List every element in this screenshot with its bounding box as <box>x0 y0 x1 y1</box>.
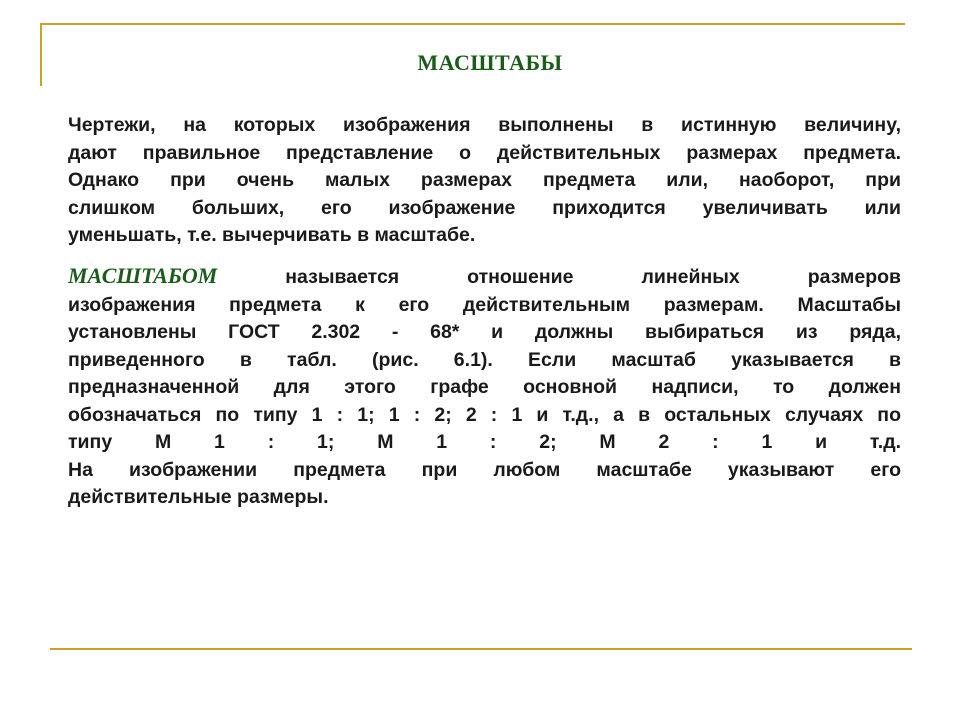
intro-line: Однако при очень малых размерах предмета или, наоборот, при <box>68 169 901 191</box>
definition-line: типу М 1 : 1; М 1 : 2; М 2 : 1 и т.д. <box>68 431 901 453</box>
slide-title: МАСШТАБЫ <box>417 50 563 75</box>
intro-line: уменьшать, т.е. вычерчивать в масштабе. <box>68 224 476 246</box>
definition-line: предназначенной для этого графе основной надписи, то должен <box>68 376 901 398</box>
intro-line: слишком больших, его изображение приходится увеличивать или <box>68 196 901 219</box>
definition-line: изображения предмета к его действительным размерам. Масштабы <box>68 293 901 316</box>
definition-line: установлены ГОСТ 2.302 - 68* и должны выбираться из ряда, <box>68 321 901 343</box>
definition-term: МАСШТАБОМ <box>68 263 218 288</box>
frame-bottom-rule <box>50 648 912 650</box>
definition-line: приведенного в табл. (рис. 6.1). Если масштаб указывается в <box>68 348 901 371</box>
definition-first-line-text: называется отношение линейных размеров <box>285 266 902 288</box>
definition-line: действительные размеры. <box>68 486 329 508</box>
intro-paragraph <box>68 112 901 250</box>
intro-line: дают правильное представление о действительных размерах предмета. <box>68 141 901 164</box>
frame-top-rule <box>40 23 905 25</box>
definition-paragraph <box>68 262 901 512</box>
definition-first-line <box>68 262 901 292</box>
intro-line: Чертежи, на которых изображения выполнены в истинную величину, <box>68 114 901 136</box>
definition-line: На изображении предмета при любом масштабе указывают его <box>68 458 901 481</box>
definition-line: обозначаться по типу 1 : 1; 1 : 2; 2 : 1 и т.д., а в остальных случаях по <box>68 403 901 426</box>
